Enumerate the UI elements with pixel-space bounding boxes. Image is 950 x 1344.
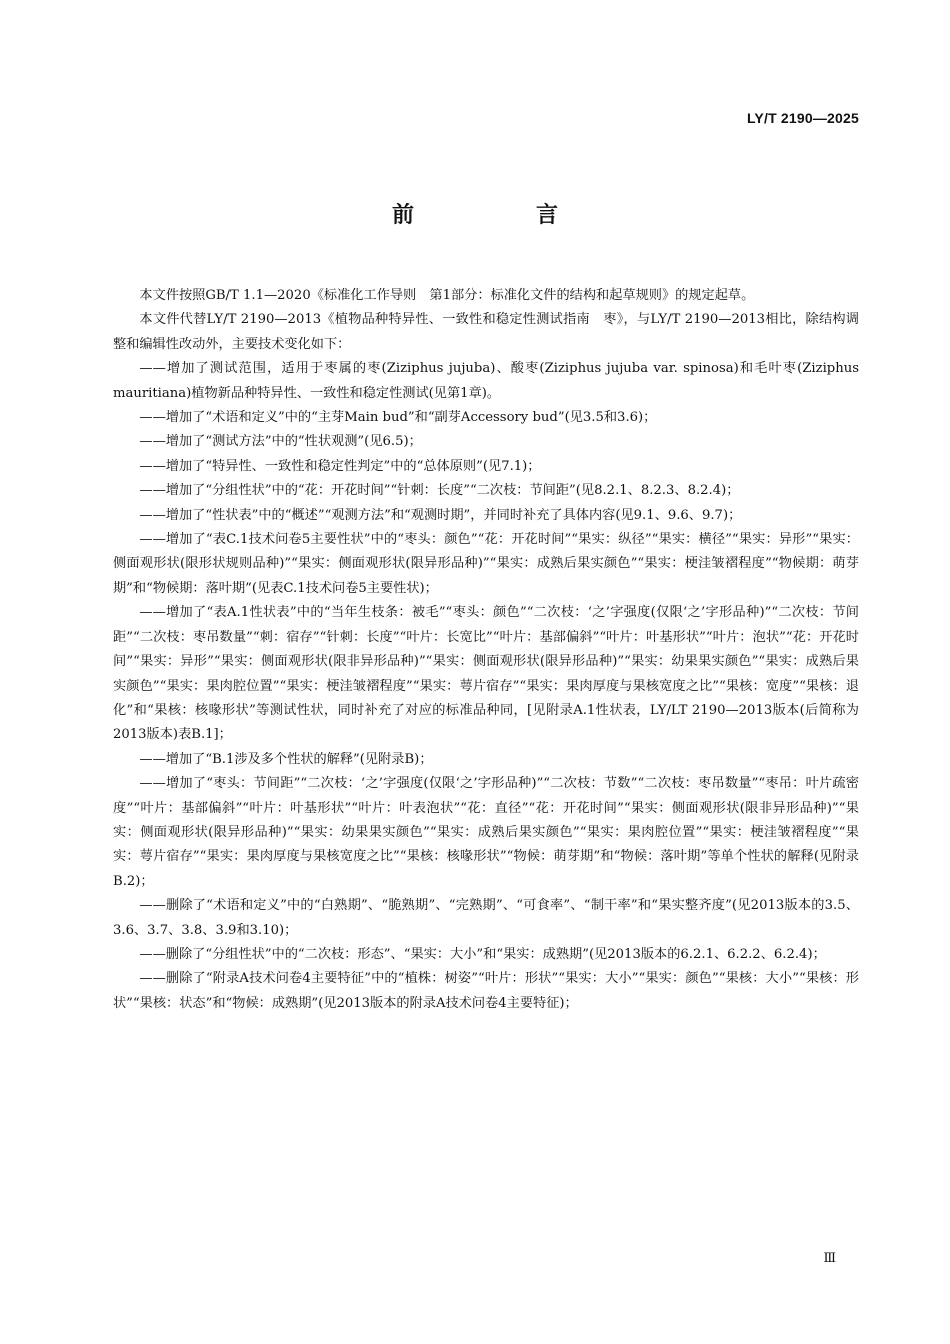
change-item: ——增加了“表C.1技术问卷5主要性状”中的“枣头：颜色”“花：开花时间”“果实：纵径”“果实：横径”“果实：异形”“果实：侧面观形状(限形状规则品种)”“果实：侧面观形状(限异形品种)”“果实：成熟后果实颜色”“果实：梗洼皱褶程度”“物候期：萌芽期”和“物候期：落叶期”(见表C.1技术问卷5主要性状)； [113,532,859,596]
change-item: ——增加了“性状表”中的“概述”“观测方法”和“观测时期”，并同时补充了具体内容(见9.1、9.6、9.7)； [139,507,742,523]
change-item: ——删除了“分组性状”中的“二次枝：形态”、“果实：大小”和“果实：成熟期”(见2013版本的6.2.1、6.2.2、6.2.4)； [139,946,826,962]
standard-code: LY/T 2190—2025 [746,110,859,126]
paragraph-drafting-rules: 本文件按照GB/T 1.1—2020《标准化工作导则 第1部分：标准化文件的结构和起草规则》的规定起草。 [139,288,755,303]
change-item: ——增加了测试范围，适用于枣属的枣(Ziziphus jujuba)、酸枣(Ziziphus jujuba var. spinosa)和毛叶枣(Ziziphus mauritiana)植物新品种特异性、一致性和稳定性测试(见第1章)。 [113,361,859,401]
change-item: ——增加了“B.1涉及多个性状的解释”(见附录B)； [139,751,433,767]
paragraph-replacement: 本文件代替LY/T 2190—2013《植物品种特异性、一致性和稳定性测试指南 枣》，与LY/T 2190—2013相比，除结构调整和编辑性改动外，主要技术变化如下： [113,312,859,352]
change-item: ——增加了“表A.1性状表”中的“当年生枝条：被毛”“枣头：颜色”“二次枝：‘之’字强度(仅限‘之’字形品种)”“二次枝：节间距”“二次枝：枣吊数量”“刺：宿存”“针刺：长度”“叶片：长宽比”“叶片：基部偏斜”“叶片：叶基形状”“叶片：泡状”“花：开花时间”“果实：异形”“果实：侧面观形状(限非异形品种)”“果实：侧面观形状(限异形品种)”“果实：幼果果实颜色”“果实：成熟后果实颜色”“果实：果肉腔位置”“果实：梗洼皱褶程度”“果实：萼片宿存”“果实：果肉厚度与果核宽度之比”“果核：宽度”“果核：退化”和“果核：核喙形状”等测试性状，同时补充了对应的标准品种同，[见附录A.1性状表，LY/LT 2190—2013版本(后简称为2013版本)表B.1]； [113,605,859,743]
foreword-body [113,284,859,1016]
change-item: ——删除了“附录A技术问卷4主要特征”中的“植株：树姿”“叶片：形状”“果实：大小”“果实：颜色”“果核：大小”“果核：形状”“果核：状态”和“物候：成熟期”(见2013版本的附录A技术问卷4主要特征)； [113,971,859,1011]
change-item: ——增加了“特异性、一致性和稳定性判定”中的“总体原则”(见7.1)； [139,458,541,474]
page-number: Ⅲ [823,1251,836,1266]
change-item: ——增加了“枣头：节间距”“二次枝：‘之’字强度(仅限‘之’字形品种)”“二次枝：节数”“二次枝：枣吊数量”“枣吊：叶片疏密度”“叶片：基部偏斜”“叶片：叶基形状”“叶片：叶表泡状”“花：直径”“花：开花时间”“果实：侧面观形状(限非异形品种)”“果实：侧面观形状(限异形品种)”“果实：幼果果实颜色”“果实：成熟后果实颜色”“果实：果肉腔位置”“果实：梗洼皱褶程度”“果实：萼片宿存”“果实：果肉厚度与果核宽度之比”“果核：核喙形状”“物候：萌芽期”和“物候：落叶期”等单个性状的解释(见附录B.2)； [113,776,859,889]
change-item: ——增加了“测试方法”中的“性状观测”(见6.5)； [139,434,422,450]
change-item: ——增加了“分组性状”中的“花：开花时间”“针刺：长度”“二次枝：节间距”(见8.2.1、8.2.3、8.2.4)； [139,483,740,499]
page-title: 前 言 [391,203,584,228]
change-item: ——删除了“术语和定义”中的“白熟期”、“脆熟期”、“完熟期”、“可食率”、“制干率”和“果实整齐度”(见2013版本的3.5、3.6、3.7、3.8、3.9和3.10)； [113,898,859,938]
change-item: ——增加了“术语和定义”中的“主芽Main bud”和“副芽Accessory bud”(见3.5和3.6)； [139,410,657,426]
